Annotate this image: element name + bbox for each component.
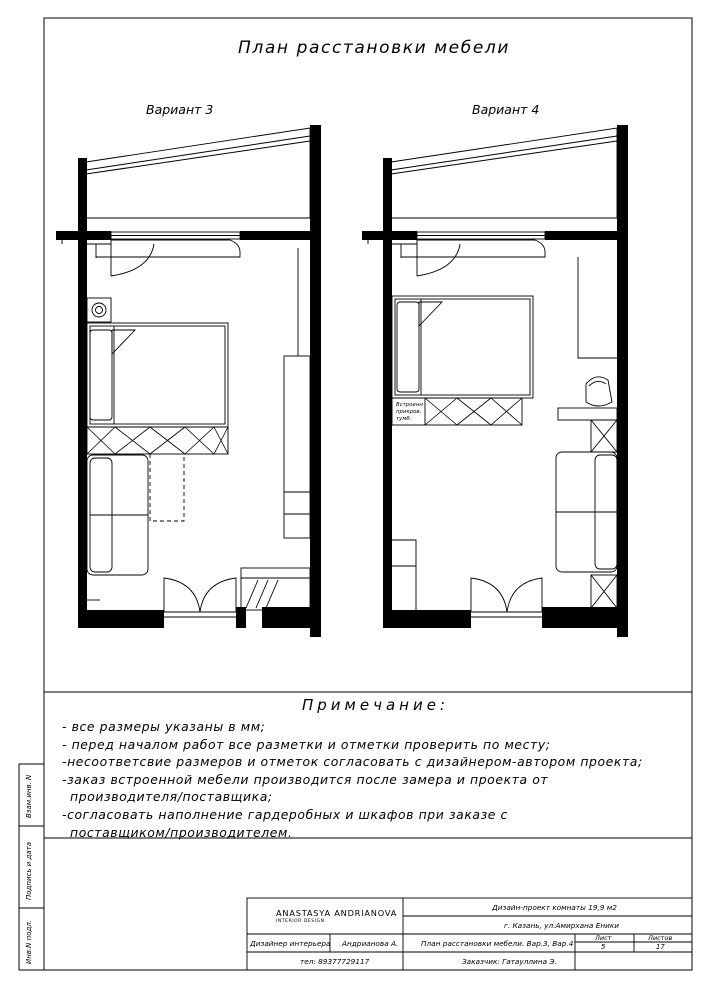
sheet-number: 5 bbox=[601, 943, 606, 951]
project-name: Дизайн-проект комнаты 19,9 м2 bbox=[492, 903, 617, 912]
notes-heading: Примечание: bbox=[302, 696, 449, 714]
sheet-label: Лист bbox=[595, 934, 612, 942]
sheet-name: План расстановки мебели. Вар.3, Вар.4 bbox=[421, 939, 574, 948]
svg-text:тумб.: тумб. bbox=[396, 416, 412, 422]
note-line: -заказ встроенной мебели производится после замера и проекта от bbox=[62, 771, 549, 787]
variant-4-label: Вариант 4 bbox=[472, 102, 540, 117]
stamp-sign-date: Подпись и дата bbox=[25, 842, 33, 900]
studio-subtitle: INTERIOR DESIGN bbox=[276, 919, 325, 924]
designer-phone: тел: 89377729117 bbox=[300, 957, 370, 966]
stamp-inv-replace: Взам.инв. N bbox=[25, 774, 33, 818]
drawing-title: План расстановки мебели bbox=[238, 38, 511, 58]
designer-name: Андрианова А. bbox=[342, 939, 399, 948]
notes-list bbox=[62, 718, 643, 841]
note-line: - перед началом работ все разметки и отметки проверить по месту; bbox=[62, 736, 551, 752]
client-name: Заказчик: Гатауллина Э. bbox=[462, 957, 557, 966]
variant-3-label: Вариант 3 bbox=[146, 102, 214, 117]
builtin-nightstand-label bbox=[396, 402, 423, 422]
project-address: г. Казань, ул.Амирхана Еники bbox=[504, 921, 619, 930]
plan-variant-4 bbox=[362, 125, 628, 637]
svg-text:прикров.: прикров. bbox=[396, 409, 422, 415]
plan-variant-3 bbox=[56, 125, 321, 637]
svg-text:Встроенн: Встроенн bbox=[396, 402, 423, 408]
stamp-inv-orig: Инв.N подл. bbox=[25, 919, 33, 964]
note-line: -согласовать наполнение гардеробных и шкафов при заказе с bbox=[62, 806, 508, 822]
sheets-total: 17 bbox=[656, 943, 665, 951]
note-line: поставщиком/производителем. bbox=[70, 824, 293, 840]
note-line: - все размеры указаны в мм; bbox=[62, 719, 266, 734]
designer-role: Дизайнер интерьера bbox=[250, 939, 331, 948]
studio-name: ANASTASYA ANDRIANOVA bbox=[276, 908, 398, 918]
note-line: -несоответсвие размеров и отметок согласовать с дизайнером-автором проекта; bbox=[62, 754, 643, 770]
note-line: производителя/поставщика; bbox=[70, 789, 273, 805]
sheets-total-label: Листов bbox=[648, 934, 673, 942]
